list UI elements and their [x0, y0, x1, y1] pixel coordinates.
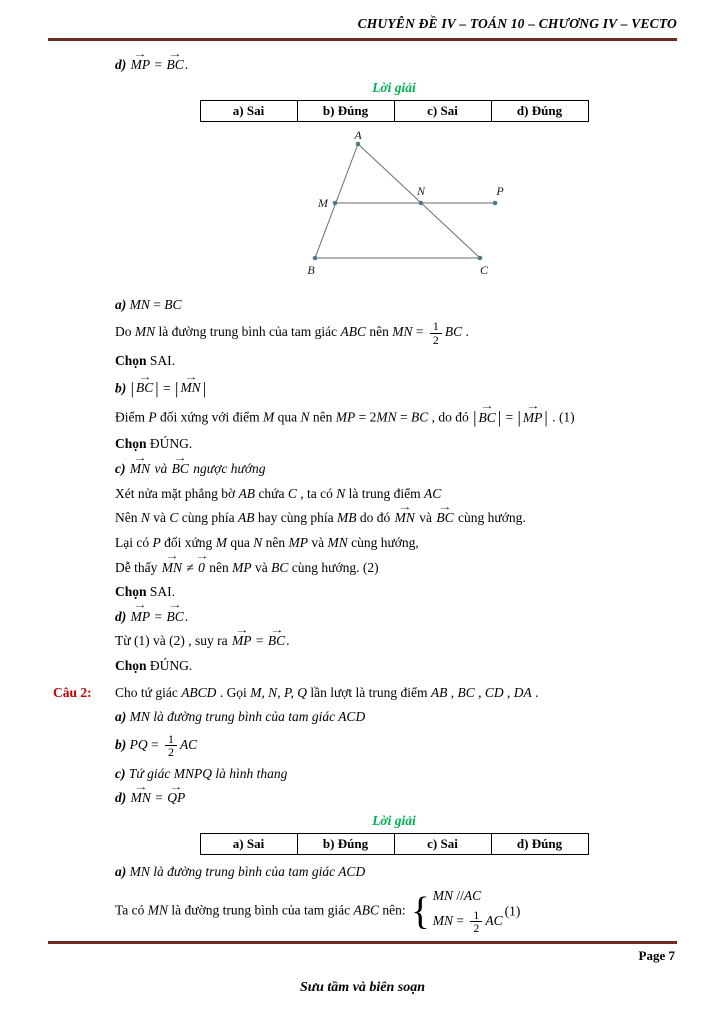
explanation-c-3: Lại có P đối xứng M qua N nên MP và MN cùng hướng, [115, 534, 419, 550]
answer-cell-b: b) Đúng [297, 100, 394, 121]
point-c [478, 255, 483, 260]
explanation-a: Do MN là đường trung bình của tam giác ABC nên MN = $\frac{1}{2}$ BC . [115, 319, 469, 347]
footer-credit: Sưu tầm và biên soạn [299, 980, 426, 995]
q2-solution-a-expl: Ta có MN là đường trung bình của tam giác ABC nên: { MN //AC MN = $\frac{1}{2}$ AC (1) [115, 887, 521, 936]
label-m: M [318, 195, 328, 210]
geometry-figure [285, 130, 520, 286]
statement-a: a) MN = BC [115, 296, 182, 312]
answer-cell-a: a) Sai [200, 100, 297, 121]
header-divider [48, 38, 677, 41]
question-2 [53, 678, 673, 703]
triangle-svg [285, 130, 520, 282]
statement-b: b) | → BC | = | → MN | [115, 371, 673, 400]
answer-cell-a: a) Sai [200, 834, 297, 855]
chon-sai-2: Chọn SAI. [115, 584, 176, 600]
answer-row [200, 100, 588, 121]
q2-statement-a: a) MN là đường trung bình của tam giác ACD [115, 709, 366, 725]
explanation-c-2: Nên N và C cùng phía AB hay cùng phía MB do đó → MN và → BC cùng hướng. [115, 503, 673, 528]
explanation-b: Điểm P đối xứng với điểm M qua N nên MP = 2MN = BC , do đó | → BC | = | → MP | . (1) [115, 400, 673, 429]
page-number: Page 7 [638, 948, 675, 963]
explanation-c-1: Xét nửa mặt phẳng bờ AB chứa C , ta có N là trung điểm AC [115, 485, 442, 501]
explanation-c-4: Dễ thấy → MN ≠ → 0 nên MP và BC cùng hướng. (2) [115, 553, 673, 578]
statement-d: d) → MP = → BC. [115, 602, 673, 627]
question-2-text: Cho tứ giác ABCD . Gọi M, N, P, Q lần lượt là trung điểm AB , BC , CD , DA . [115, 684, 539, 700]
loi-giai-heading-2: Lời giải [372, 813, 416, 829]
point-a [356, 141, 361, 146]
statement-d-q1: d) → MP = → BC. [115, 50, 673, 75]
q2-statement-d: d) → MN = → QP [115, 783, 673, 808]
statement-c: c) → MN và → BC ngược hướng [115, 454, 673, 479]
answer-cell-c: c) Sai [394, 834, 491, 855]
answer-table-1 [200, 100, 589, 122]
document-content [53, 50, 673, 936]
chon-dung-1: Chọn ĐÚNG. [115, 436, 193, 452]
loi-giai-heading-1: Lời giải [372, 79, 416, 95]
answer-cell-d: d) Đúng [491, 100, 588, 121]
label-p: P [496, 183, 504, 198]
q2-solution-a: a) MN là đường trung bình của tam giác ACD [115, 864, 366, 880]
page-title: CHUYÊN ĐỀ IV – TOÁN 10 – CHƯƠNG IV – VECTO [357, 16, 677, 31]
point-n [419, 200, 424, 205]
question-2-label: Câu 2: [53, 684, 92, 700]
q2-statement-c: c) Tứ giác MNPQ là hình thang [115, 765, 288, 781]
answer-table-2 [200, 833, 589, 855]
chon-sai-1: Chọn SAI. [115, 353, 176, 369]
explanation-d: Từ (1) và (2) , suy ra → MP = → BC. [115, 626, 673, 651]
footer-divider [48, 941, 677, 944]
label-b: B [307, 262, 315, 277]
label-c: C [479, 262, 489, 277]
answer-cell-d: d) Đúng [491, 834, 588, 855]
label-a: A [354, 129, 362, 142]
answer-cell-b: b) Đúng [297, 834, 394, 855]
q2-statement-b: b) PQ = $\frac{1}{2}$ AC [115, 731, 198, 760]
point-b [313, 255, 318, 260]
answer-row [200, 834, 588, 855]
point-p [493, 200, 498, 205]
label-n: N [416, 183, 426, 198]
answer-cell-c: c) Sai [394, 100, 491, 121]
segment-ac [358, 144, 480, 258]
chon-dung-2: Chọn ĐÚNG. [115, 658, 193, 673]
point-m [333, 200, 338, 205]
